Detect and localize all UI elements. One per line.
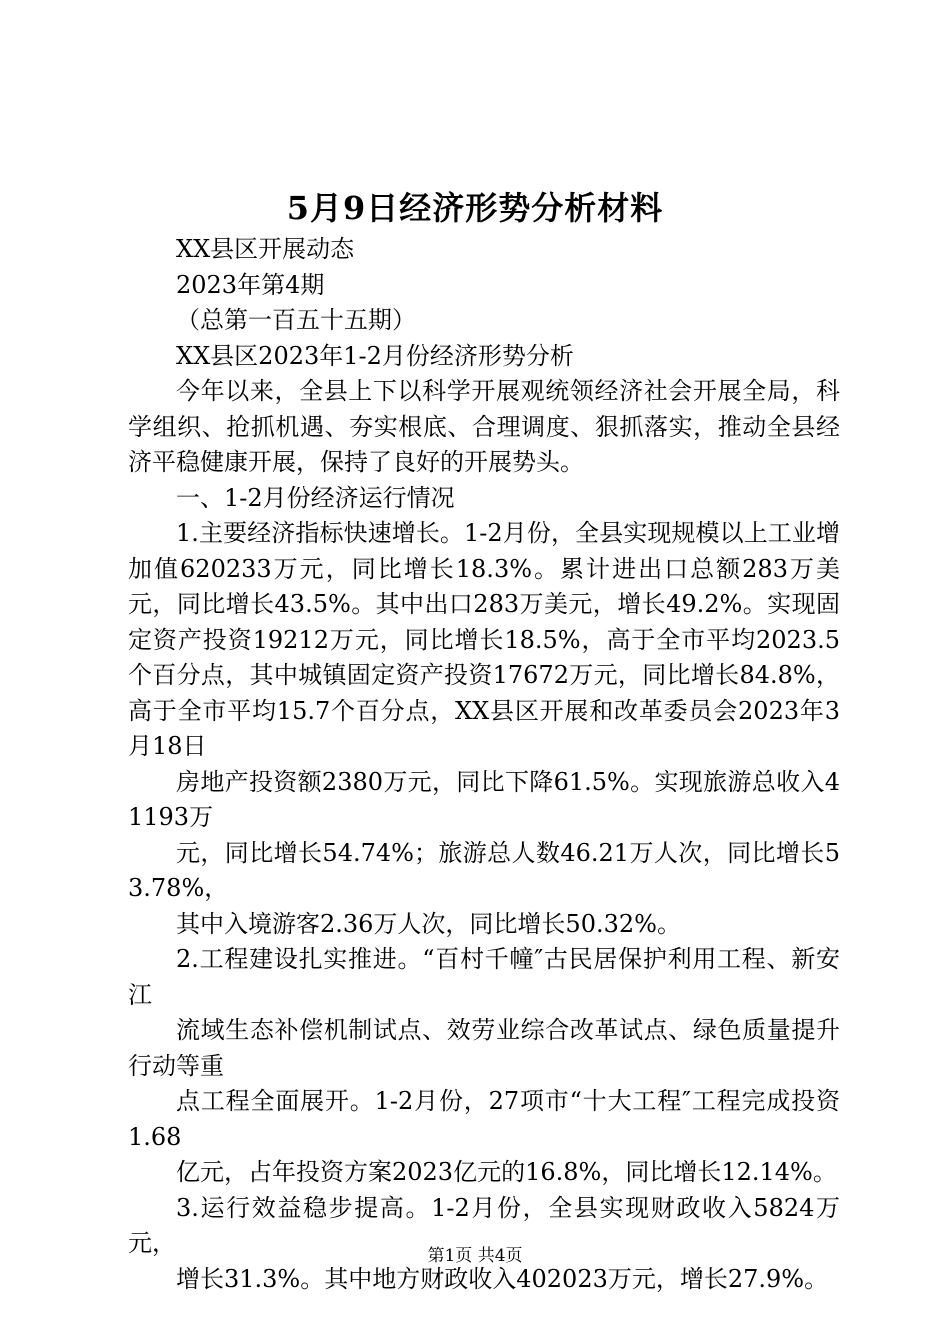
paragraph-inbound: 其中入境游客2.36万人次，同比增长50.32%。 xyxy=(176,909,681,938)
paragraph-projects-4: 亿元，占年投资方案2023亿元的16.8%，同比增长12.14%。 xyxy=(176,1158,837,1186)
paragraph-subtitle: XX县区2023年1-2月份经济形势分析 xyxy=(176,341,574,370)
paragraph-total-issue: （总第一百五十五期） xyxy=(176,306,416,334)
paragraph-tourism: 元，同比增长54.74%；旅游总人数46.21万人次，同比增长53.78%， xyxy=(128,838,840,902)
document-body xyxy=(128,232,840,1297)
paragraph-finance-1: 3.运行效益稳步提高。1-2月份，全县实现财政收入5824万元， xyxy=(128,1193,840,1257)
page-footer: 第1页 共4页 xyxy=(427,1246,523,1266)
section-heading-1: 一、1-2月份经济运行情况 xyxy=(176,483,455,512)
paragraph-projects-3: 点工程全面展开。1-2月份，27项市“十大工程″工程完成投资1.68 xyxy=(128,1087,840,1151)
paragraph-projects-2: 流域生态补偿机制试点、效劳业综合改革试点、绿色质量提升行动等重 xyxy=(128,1016,840,1080)
paragraph-intro: 今年以来，全县上下以科学开展观统领经济社会开展全局，科学组织、抢抓机遇、夯实根底、合理调度、狠抓落实，推动全县经济平稳健康开展，保持了良好的开展势头。 xyxy=(128,377,840,476)
paragraph-indicators: 1.主要经济指标快速增长。1-2月份，全县实现规模以上工业增加值620233万元，同比增长18.3%。累计进出口总额283万美元，同比增长43.5%。其中出口283万美元，增长49.2%。实现固定资产投资19212万元，同比增长18.5%，高于全市平均2023.5个百分点，其中城镇固定资产投资17672万元，同比增长84.8%，高于全市平均15.7个百分点，XX县区开展和改革委员会2023年3月18日 xyxy=(128,519,840,760)
paragraph-real-estate: 房地产投资额2380万元，同比下降61.5%。实现旅游总收入41193万 xyxy=(128,767,840,831)
paragraph-finance-2: 增长31.3%。其中地方财政收入402023万元，增长27.9%。 xyxy=(176,1264,829,1293)
paragraph-issuer: XX县区开展动态 xyxy=(176,235,355,263)
paragraph-projects-1: 2.工程建设扎实推进。“百村千幢″古民居保护利用工程、新安江 xyxy=(128,945,840,1009)
paragraph-issue-number: 2023年第4期 xyxy=(176,270,325,299)
document-title: 5月9日经济形势分析材料 xyxy=(286,189,664,227)
